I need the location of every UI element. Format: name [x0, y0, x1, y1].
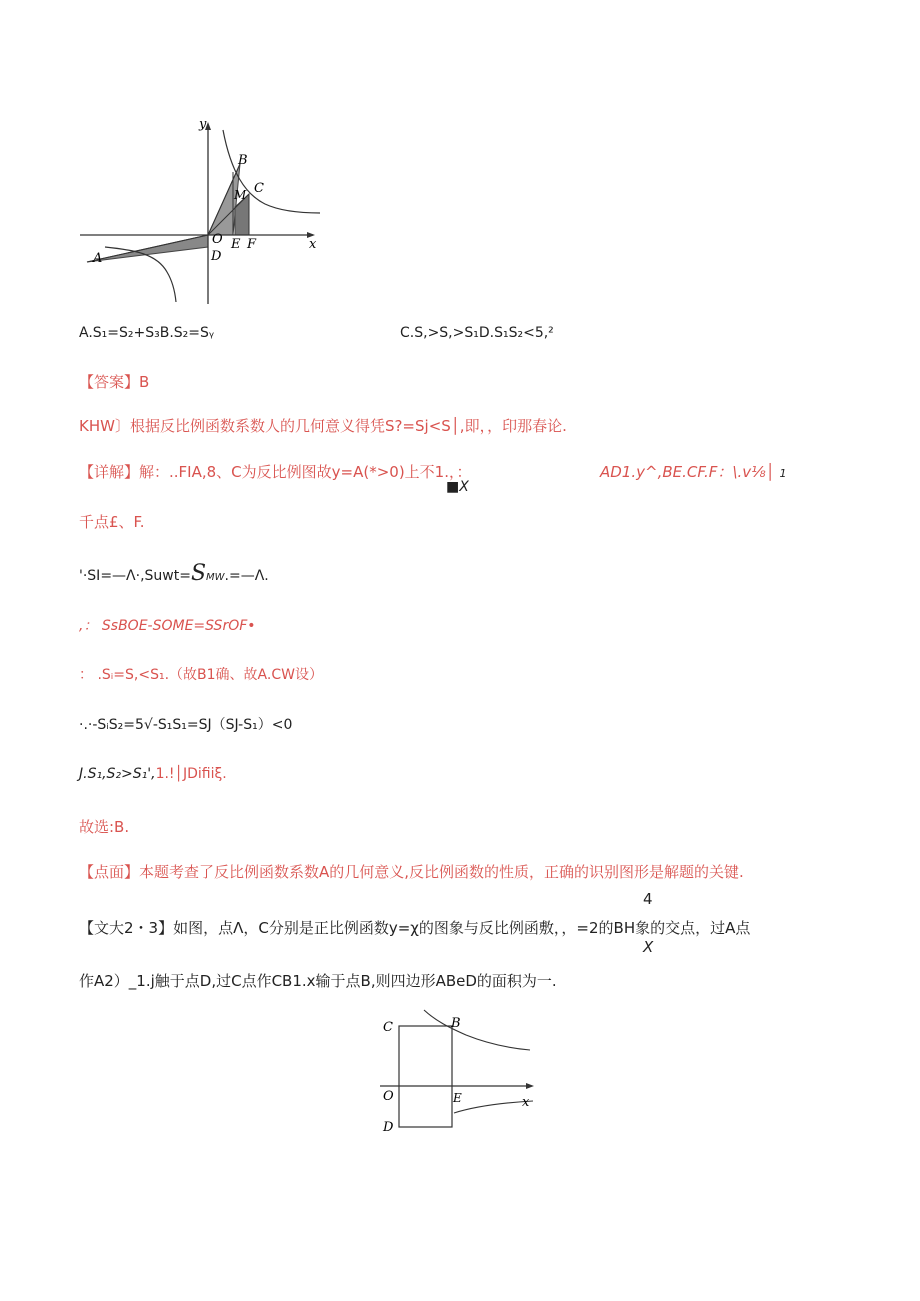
step-6a: J.S₁,S₂>S₁', [79, 766, 156, 782]
problem-denominator: X [643, 938, 654, 956]
label-d-2: D [383, 1120, 394, 1135]
detail-mark: ■X [446, 479, 469, 495]
x-axis-arrow-2 [526, 1083, 534, 1089]
step-2-tail: .=—Λ. [224, 568, 269, 584]
detail-line [79, 461, 472, 482]
label-b-2: B [451, 1016, 461, 1031]
label-e-2: E [453, 1091, 462, 1105]
problem-numerator: 4 [643, 890, 653, 908]
label-o: O [212, 232, 223, 247]
comment-line [79, 861, 744, 882]
step-2-main: '·SI=—Λ·,Suwt= [79, 568, 191, 584]
step-7: 故选:B. [79, 818, 130, 836]
step-6 [79, 766, 227, 782]
detail-right-text [600, 461, 787, 482]
label-c: C [254, 181, 264, 196]
analysis-line: KHW〕根据反比例函数系数人的几何意义得凭S?=Sj<S│,即，，印那春论. [79, 417, 567, 435]
problem-line-2: 作A2）_1.j触于点D,过C点作CB1.x输于点B,则四边形ABeD的面积为一. [79, 972, 557, 990]
detail-text: 解：..FIA,8、C为反比例图故y=A(*>0)上不1.，： [139, 463, 472, 481]
detail-tag: 【详解】 [79, 463, 140, 481]
step-5: ·.·-SᵢS₂=5√-S₁S₁=SJ（SJ-S₁）<0 [79, 717, 293, 733]
label-b: B [238, 153, 248, 168]
options-left: A.S₁=S₂+S₃B.S₂=Sᵧ [79, 325, 215, 341]
step-6b: 1.!│JDifiiξ. [155, 766, 227, 782]
label-y: y [199, 117, 207, 132]
step-4a: ： .Sᵢ=S,<S₁. [79, 667, 170, 683]
step-1: 千点£、F. [79, 513, 145, 531]
label-x-2: x [522, 1095, 530, 1110]
comment-text: 本题考查了反比例函数系数A的几何意义,反比例函数的性质，正确的识别图形是解题的关键. [139, 863, 744, 881]
answer-value: B [139, 373, 150, 391]
figure-2-rectangle-hyperbola [378, 1005, 543, 1135]
quadrilateral-abcd [399, 1026, 452, 1127]
detail-right-sub: 1 [779, 467, 787, 480]
step-4 [79, 664, 323, 684]
hyperbola-upper [424, 1010, 530, 1050]
comment-tag: 【点面】 [79, 863, 140, 881]
detail-right-main: AD1.y^,BE.CF.F：\.v⅛│ [600, 463, 775, 481]
label-x: x [309, 237, 317, 252]
label-a: A [93, 251, 103, 266]
step-2-big-s: S [190, 561, 207, 586]
answer-tag: 【答案】 [79, 373, 140, 391]
label-e: E [231, 237, 241, 252]
step-2-sub: MW [206, 572, 225, 583]
label-d: D [211, 249, 222, 264]
label-c-2: C [383, 1020, 393, 1035]
options-right: C.S,>S,>S₁D.S₁S₂<5,² [400, 325, 554, 341]
label-f: F [247, 237, 257, 252]
answer-line [79, 371, 149, 392]
label-m: M [234, 188, 247, 202]
step-2 [79, 561, 269, 586]
problem-line-1: 【文大2・3】如图，点Λ，C分别是正比例函数y=χ的图象与反比例函敷，，=2的BH象的交点，过A点 [79, 919, 751, 937]
step-4b: （故B1确、故A.CW设） [169, 667, 323, 683]
label-o-2: O [383, 1089, 394, 1104]
figure-1-hyperbola-triangles [75, 112, 325, 307]
step-3: ,： SsBOE-SOME=SSrOF• [79, 618, 256, 634]
